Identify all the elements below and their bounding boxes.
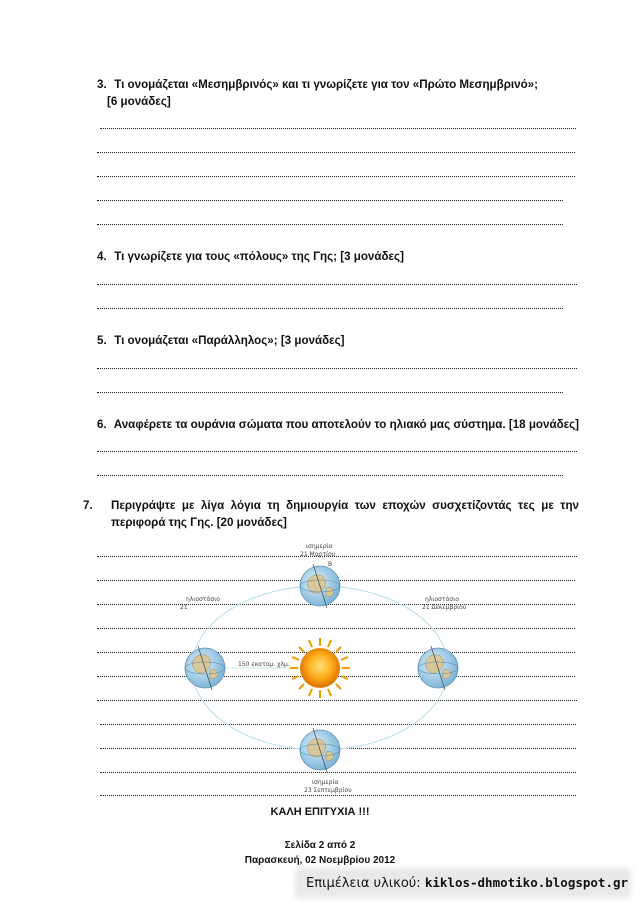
answer-line[interactable]: [97, 152, 575, 153]
earth-globe-icon: [300, 728, 340, 772]
diagram-label-left: ηλιοστάσιο: [186, 596, 220, 603]
question-4: [97, 248, 579, 265]
question-5-number: 5.: [97, 334, 107, 347]
diagram-label-bottom-date: 23 Σεπτεμβρίου: [304, 787, 352, 794]
diagram-label-top: ισημερία: [306, 543, 333, 550]
question-4-text: Τι γνωρίζετε για τους «πόλους» της Γης; [3 μονάδες]: [114, 250, 404, 263]
diagram-label-left-date: 21: [180, 604, 188, 611]
answer-line[interactable]: [97, 284, 577, 285]
answer-line[interactable]: [97, 392, 563, 393]
answer-line[interactable]: [97, 176, 575, 177]
page-number: Σελίδα 2 από 2: [284, 840, 356, 851]
question-6-text: Αναφέρετε τα ουράνια σώματα που αποτελούν το ηλιακό μας σύστημα. [18 μονάδες]: [113, 418, 579, 431]
answer-line[interactable]: [100, 128, 576, 129]
question-6: [97, 416, 579, 433]
credit-label: Επιμέλεια υλικού:: [306, 876, 421, 891]
answer-line[interactable]: [97, 308, 563, 309]
answer-line[interactable]: [97, 224, 563, 225]
answer-line[interactable]: [97, 368, 577, 369]
sun-icon: [290, 638, 350, 698]
answer-line[interactable]: [97, 451, 577, 452]
question-3: [97, 76, 579, 110]
question-3-number: 3.: [97, 78, 107, 91]
diagram-label-top-date: 21 Μαρτίου: [300, 551, 336, 558]
earth-globe-icon: [185, 646, 225, 690]
question-5-text: Τι ονομάζεται «Παράλληλος»; [3 μονάδες]: [114, 334, 345, 347]
diagram-label-bottom: ισημερία: [312, 779, 339, 786]
question-4-number: 4.: [97, 250, 107, 263]
earth-globe-icon: [418, 646, 458, 690]
earth-globe-icon: [300, 564, 340, 608]
question-7: [83, 497, 579, 531]
seasons-diagram: [170, 538, 470, 800]
question-7-number: 7.: [83, 499, 93, 512]
question-6-number: 6.: [97, 418, 107, 431]
question-5: [97, 332, 579, 349]
credit-banner: [298, 871, 628, 895]
credit-site: kiklos-dhmotiko.blogspot.gr: [424, 875, 629, 890]
question-3-text: Τι ονομάζεται «Μεσημβρινός» και τι γνωρίζετε για τον «Πρώτο Μεσημβρινό»;: [114, 78, 538, 91]
question-3-points: [6 μονάδες]: [107, 95, 171, 108]
question-7-text: Περιγράψτε με λίγα λόγια τη δημιουργία των εποχών συσχετίζοντάς τες με την περιφορά της Γης. [20 μονάδες]: [111, 499, 579, 529]
diagram-pole-letter: Β: [328, 561, 333, 568]
good-luck-text: ΚΑΛΗ ΕΠΙΤΥΧΙΑ !!!: [270, 806, 370, 818]
diagram-label-right: ηλιοστάσιο: [425, 596, 459, 603]
answer-line[interactable]: [97, 475, 563, 476]
date-text: Παρασκευή, 02 Νοεμβρίου 2012: [244, 855, 396, 866]
diagram-distance-label: 150 εκατομ. χλμ.: [238, 661, 290, 668]
diagram-label-right-date: 21 Δεκεμβρίου: [422, 604, 467, 611]
answer-line[interactable]: [97, 200, 563, 201]
